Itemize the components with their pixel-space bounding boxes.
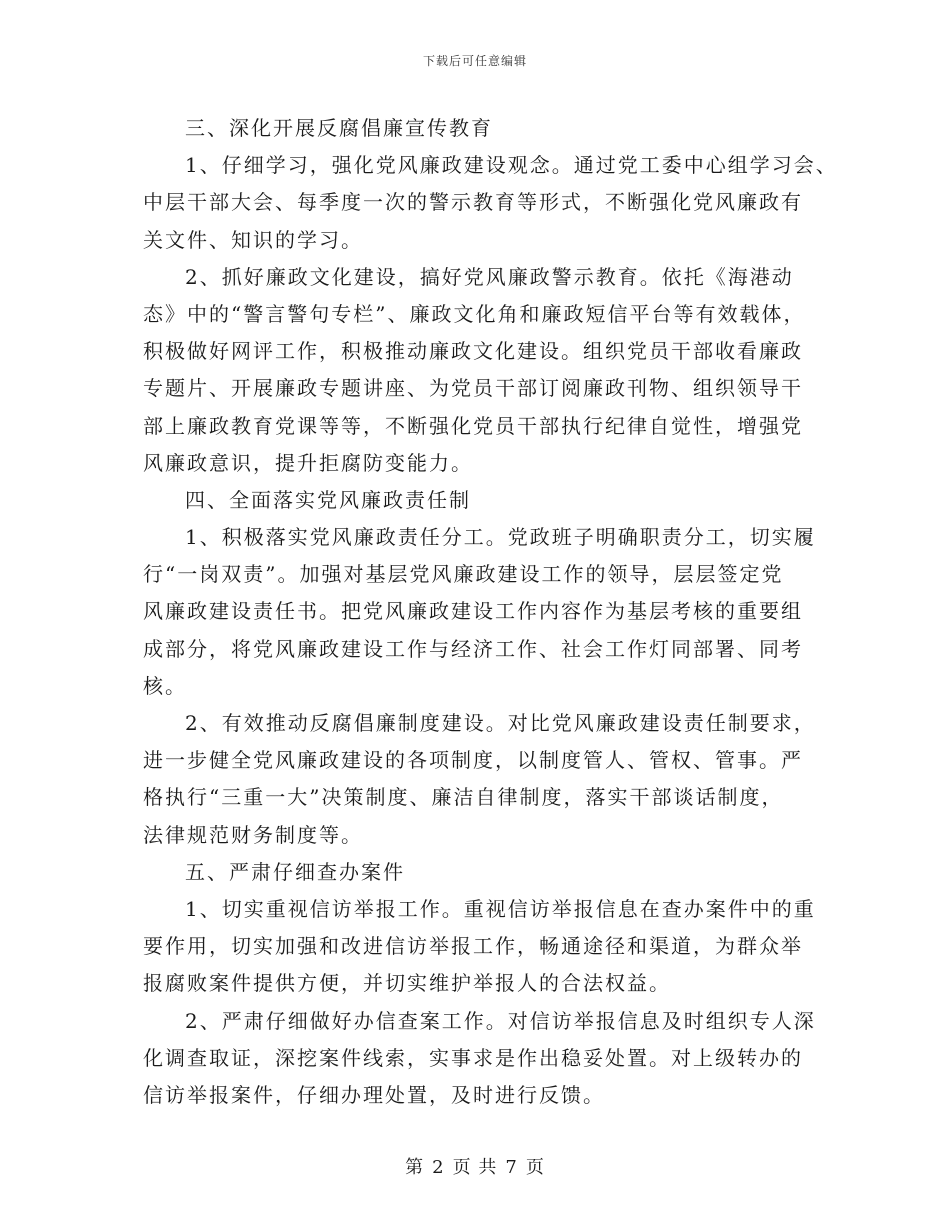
text-line: 2、有效推动反腐倡廉制度建设。对比党风廉政建设责任制要求， — [185, 711, 816, 735]
text-line: 2、抓好廉政文化建设，搞好党风廉政警示教育。依托《海港动 — [185, 264, 794, 289]
paragraph — [143, 519, 833, 705]
section-heading — [143, 854, 833, 891]
current-page: 2 — [432, 1157, 445, 1178]
text-line: 关文件、知识的学习。 — [143, 227, 363, 252]
text-line: 积极做好网评工作，积极推动廉政文化建设。组织党员干部收看廉政 — [143, 339, 803, 364]
paragraph — [143, 147, 838, 259]
text-line: 成部分，将党风廉政建设工作与经济工作、社会工作灯同部署、同考 — [143, 636, 803, 661]
text-line: 风廉政建设责任书。把党风廉政建设工作内容作为基层考核的重要组 — [143, 599, 803, 624]
text-line: 中层干部大会、每季度一次的警示教育等形式，不断强化党风廉政有 — [143, 190, 803, 215]
paragraph — [143, 1003, 833, 1115]
page-prefix: 第 — [405, 1157, 425, 1178]
text-line: 进一步健全党风廉政建设的各项制度，以制度管人、管权、管事。严 — [143, 748, 803, 773]
text-line: 五、严肃仔细查办案件 — [185, 859, 405, 884]
paragraph — [143, 705, 833, 854]
document-body — [143, 110, 838, 1114]
text-line: 四、全面落实党风廉政责任制 — [185, 487, 471, 512]
text-line: 1、切实重视信访举报工作。重视信访举报信息在查办案件中的重 — [185, 896, 816, 921]
page-suffix: 页 — [525, 1157, 545, 1178]
section-heading — [143, 482, 833, 519]
text-line: 态》中的“警言警句专栏”、廉政文化角和廉政短信平台等有效载体， — [143, 301, 806, 326]
text-line: 要作用，切实加强和改进信访举报工作，畅通途径和渠道，为群众举 — [143, 934, 803, 959]
text-line: 1、积极落实党风廉政责任分工。党政班子明确职责分工，切实履 — [185, 525, 816, 550]
text-line: 三、深化开展反腐倡廉宣传教育 — [185, 116, 493, 140]
paragraph — [143, 259, 833, 482]
page-header: 下载后可任意编辑 — [422, 54, 527, 68]
page-number — [0, 1153, 950, 1179]
section-heading — [143, 110, 833, 147]
page-middle: 页 共 — [452, 1157, 498, 1178]
text-line: 格执行“三重一大”决策制度、廉洁自律制度，落实干部谈话制度， — [143, 785, 784, 810]
text-line: 报腐败案件提供方便，并切实维护举报人的合法权益。 — [143, 971, 671, 996]
text-line: 信访举报案件，仔细办理处置，及时进行反馈。 — [143, 1082, 605, 1107]
text-line: 行“一岗双责”。加强对基层党风廉政建设工作的领导，层层签定党 — [143, 562, 784, 587]
total-pages: 7 — [505, 1157, 518, 1178]
text-line: 核。 — [143, 673, 187, 698]
paragraph — [143, 891, 833, 1003]
text-line: 风廉政意识，提升拒腐防变能力。 — [143, 450, 473, 475]
text-line: 专题片、开展廉政专题讲座、为党员干部订阅廉政刊物、组织领导干 — [143, 376, 803, 401]
text-line: 部上廉政教育党课等等，不断强化党员干部执行纪律自觉性，增强党 — [143, 413, 803, 438]
text-line: 2、严肃仔细做好办信查案工作。对信访举报信息及时组织专人深 — [185, 1008, 816, 1033]
text-line: 1、仔细学习，强化党风廉政建设观念。通过党工委中心组学习会、 — [185, 153, 838, 178]
text-line: 化调查取证，深挖案件线索，实事求是作出稳妥处置。对上级转办的 — [143, 1045, 803, 1070]
text-line: 法律规范财务制度等。 — [143, 822, 363, 847]
